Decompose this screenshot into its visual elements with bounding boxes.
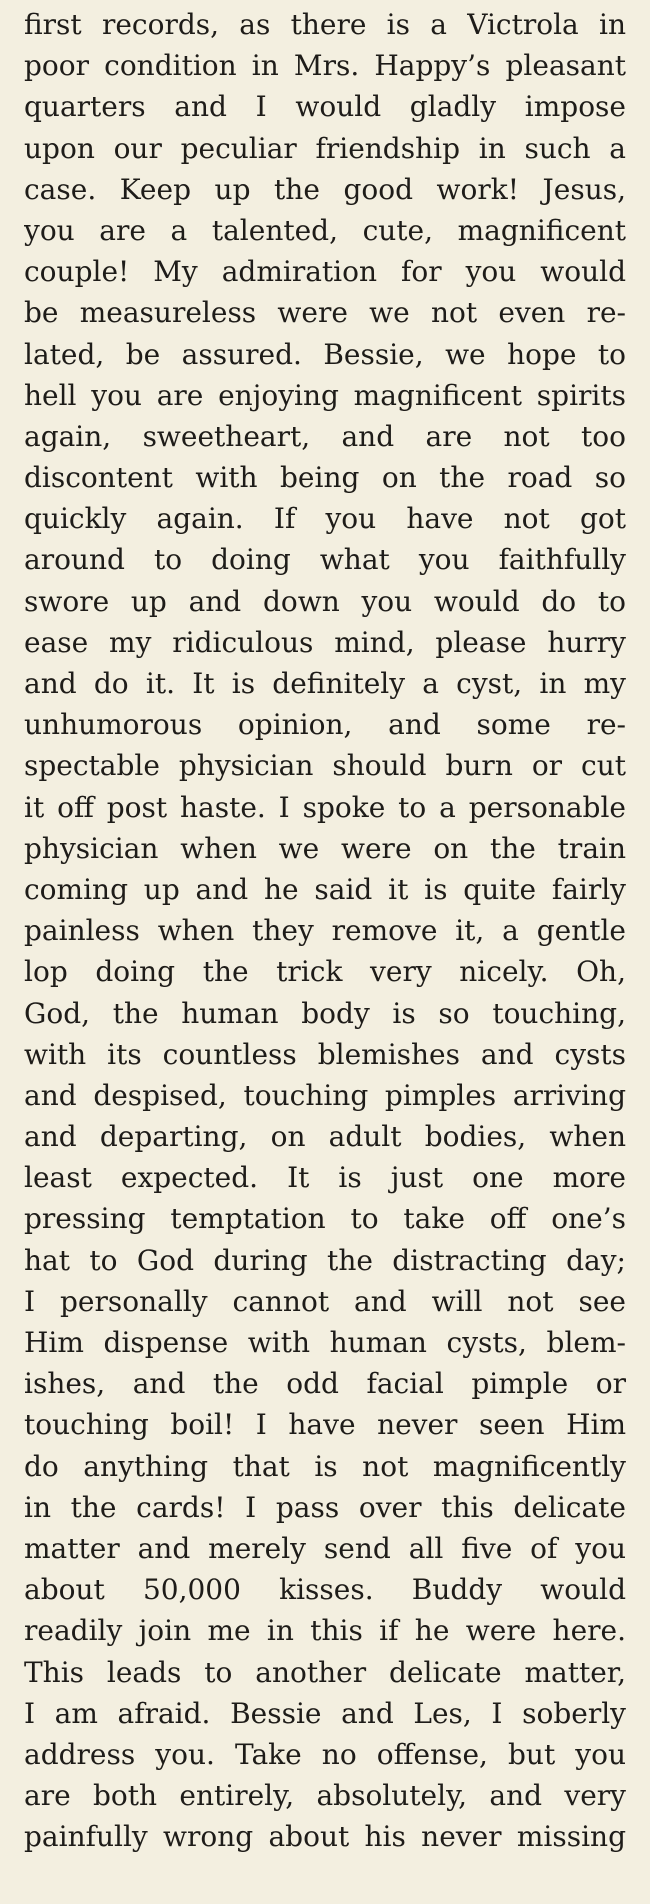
text-line: upon our peculiar friendship in such a [24, 131, 626, 165]
text-line: you are a talented, cute, magnificent [24, 213, 626, 247]
text-line: again, sweetheart, and are not too [24, 419, 626, 453]
text-line: unhumorous opinion, and some re- [24, 708, 626, 742]
text-line: it off post haste. I spoke to a personable [24, 790, 626, 824]
text-line: are both entirely, absolutely, and very [24, 1779, 626, 1813]
text-line: and do it. It is definitely a cyst, in my [24, 667, 626, 700]
text-line: quickly again. If you have not got [24, 502, 626, 536]
text-line: matter and merely send all five of you [24, 1531, 626, 1565]
text-line: case. Keep up the good work! Jesus, [24, 172, 626, 206]
text-line: coming up and he said it is quite fairly [24, 872, 626, 906]
text-line: hell you are enjoying magnificent spirits [24, 378, 626, 412]
text-line: painless when they remove it, a gentle [24, 914, 626, 948]
text-line: poor condition in Mrs. Happy’s pleasant [24, 49, 626, 83]
text-line: This leads to another delicate matter, [24, 1655, 626, 1689]
text-line: with its countless blemishes and cysts [24, 1037, 626, 1071]
text-line: discontent with being on the road so [24, 461, 626, 495]
text-line: physician when we were on the train [24, 831, 626, 865]
text-line: least expected. It is just one more [24, 1161, 626, 1195]
text-line: address you. Take no offense, but you [24, 1737, 626, 1771]
text-line: I am afraid. Bessie and Les, I soberly [24, 1696, 626, 1730]
text-line: pressing temptation to take off one’s [24, 1202, 626, 1236]
text-line: around to doing what you faithfully [24, 543, 626, 577]
text-line: readily join me in this if he were here. [24, 1614, 626, 1648]
text-line: first records, as there is a Victrola in [24, 8, 626, 41]
text-line: hat to God during the distracting day; [24, 1243, 626, 1277]
text-line: quarters and I would gladly impose [24, 90, 626, 124]
text-line: in the cards! I pass over this delicate [24, 1490, 626, 1524]
text-line: painfully wrong about his never missing [24, 1820, 626, 1854]
text-line: and departing, on adult bodies, when [24, 1120, 626, 1154]
text-line: lop doing the trick very nicely. Oh, [24, 955, 626, 989]
body-text [24, 4, 626, 1857]
text-line: do anything that is not magnificently [24, 1449, 626, 1483]
text-line: and despised, touching pimples arriving [24, 1078, 626, 1112]
text-line: swore up and down you would do to [24, 584, 626, 618]
text-line: be measureless were we not even re- [24, 296, 626, 330]
text-line: about 50,000 kisses. Buddy would [24, 1573, 626, 1607]
text-line: ishes, and the odd facial pimple or [24, 1367, 626, 1401]
text-line: Him dispense with human cysts, blem- [24, 1326, 626, 1359]
text-line: ease my ridiculous mind, please hurry [24, 625, 626, 659]
text-line: touching boil! I have never seen Him [24, 1408, 626, 1442]
text-line: God, the human body is so touching, [24, 996, 626, 1030]
text-line: I personally cannot and will not see [24, 1284, 626, 1318]
text-line: spectable physician should burn or cut [24, 749, 626, 783]
text-line: lated, be assured. Bessie, we hope to [24, 337, 626, 371]
text-line: couple! My admiration for you would [24, 255, 626, 289]
